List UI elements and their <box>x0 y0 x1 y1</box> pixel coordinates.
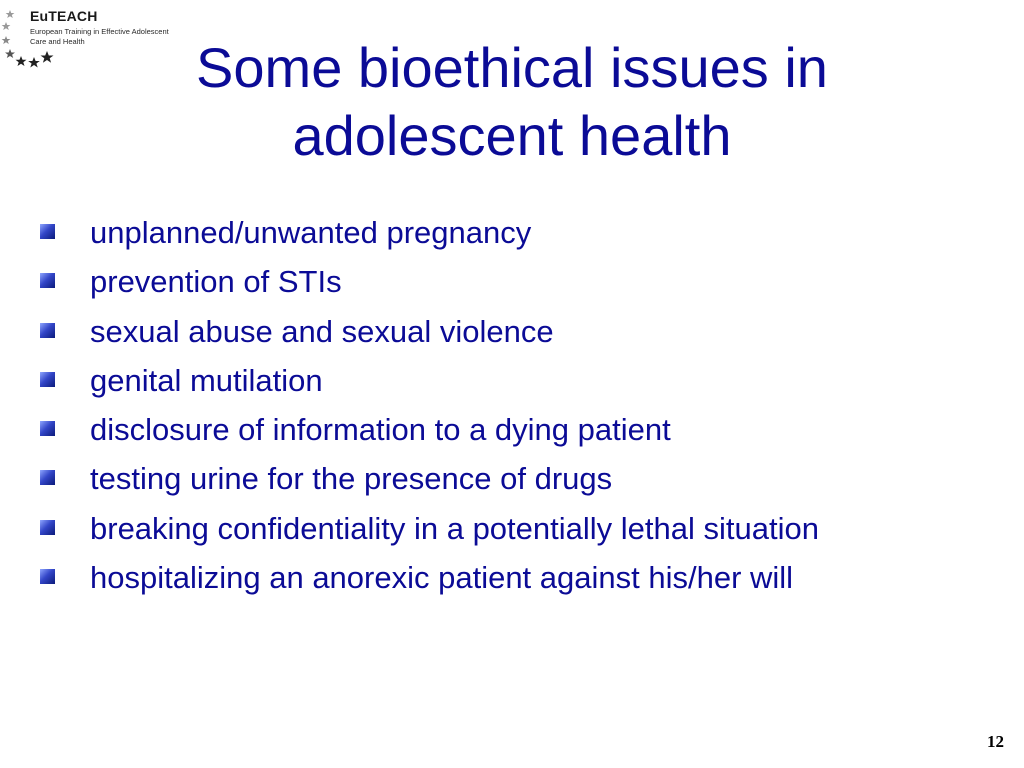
bullet-text: breaking confidentiality in a potentially lethal situation <box>90 510 819 546</box>
bullet-text: testing urine for the presence of drugs <box>90 461 613 497</box>
page-number: 12 <box>987 732 1004 751</box>
square-bullet-icon <box>40 421 55 436</box>
square-bullet-icon <box>40 273 55 288</box>
logo-subtitle-line1: European Training in Effective Adolescent <box>30 27 169 36</box>
slide-title-line1: Some bioethical issues in <box>196 36 828 99</box>
bullet-text: unplanned/unwanted pregnancy <box>90 215 532 250</box>
logo-subtitle-line2: Care and Health <box>30 37 85 46</box>
slide-title <box>120 34 904 170</box>
bullet-text: sexual abuse and sexual violence <box>90 313 554 349</box>
bullet-text: disclosure of information to a dying patient <box>90 412 671 448</box>
square-bullet-icon <box>40 569 55 584</box>
logo-name: EuTEACH <box>30 8 98 24</box>
slide-title-line2: adolescent health <box>292 104 732 167</box>
bullet-text: genital mutilation <box>90 362 323 398</box>
square-bullet-icon <box>40 470 55 485</box>
square-bullet-icon <box>40 520 55 535</box>
bullet-text: hospitalizing an anorexic patient against his/her will <box>90 560 794 596</box>
square-bullet-icon <box>40 372 55 387</box>
square-bullet-icon <box>40 323 55 338</box>
square-bullet-icon <box>40 224 55 239</box>
bullet-text: prevention of STIs <box>90 264 342 300</box>
